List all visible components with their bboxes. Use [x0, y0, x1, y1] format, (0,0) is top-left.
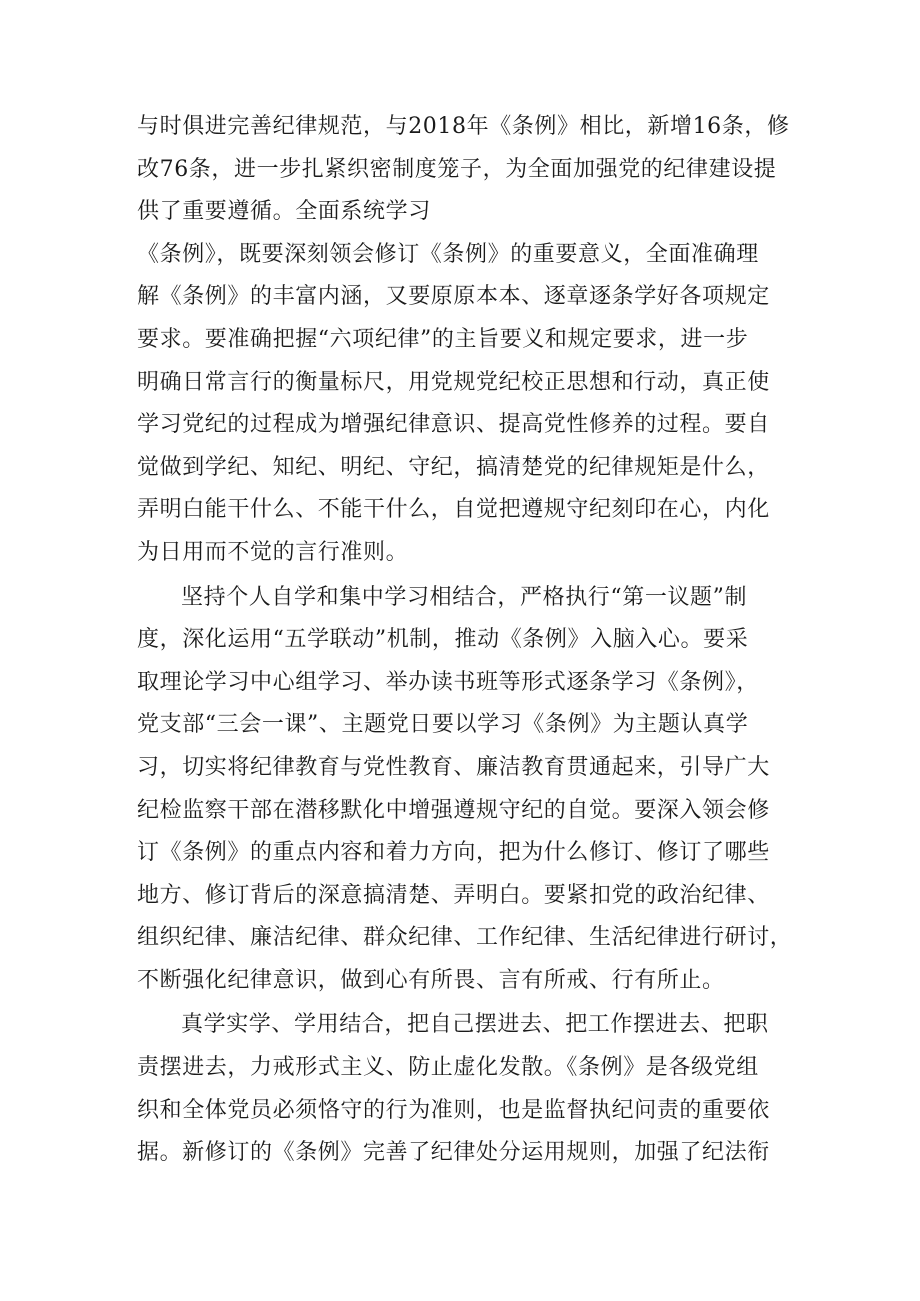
document-body	[137, 106, 797, 1175]
text-line: 习，切实将纪律教育与党性教育、廉洁教育贯通起来，引导广大	[137, 754, 770, 780]
text-line: 供了重要遵循。全面系统学习	[137, 199, 431, 225]
text-line: 明确日常言行的衡量标尺，用党规党纪校正思想和行动，真正使	[137, 369, 770, 395]
text-line: 据。新修订的《条例》完善了纪律处分运用规则，加强了纪法衔	[137, 1140, 770, 1166]
text-line: 党支部“三会一课”、主题党日要以学习《条例》为主题认真学	[137, 712, 749, 738]
text-line: 改76条，进一步扎紧织密制度笼子，为全面加强党的纪律建设提	[137, 156, 777, 182]
paragraph-2	[137, 577, 797, 1003]
text-line: 取理论学习中心组学习、举办读书班等形式逐条学习《条例》，	[137, 669, 759, 695]
text-line: 责摆进去，力戒形式主义、防止虚化发散。《条例》是各级党组	[137, 1055, 759, 1081]
text-line: 真学实学、学用结合，把自己摆进去、把工作摆进去、把职	[181, 1012, 769, 1038]
text-line: 织和全体党员必须恪守的行为准则，也是监督执纪问责的重要依	[137, 1097, 770, 1123]
text-line: 度，深化运用“五学联动”机制，推动《条例》入脑入心。要采	[137, 627, 749, 653]
text-line: 要求。要准确把握“六项纪律”的主旨要义和规定要求，进一步	[137, 326, 749, 352]
text-line: 不断强化纪律意识，做到心有所畏、言有所戒、行有所止。	[137, 967, 725, 993]
text-line: 为日用而不觉的言行准则。	[137, 539, 409, 565]
text-line: 《条例》，既要深刻领会修订《条例》的重要意义，全面准确理	[137, 241, 759, 267]
text-line: 纪检监察干部在潜移默化中增强遵规守纪的自觉。要深入领会修	[137, 797, 770, 823]
text-line: 解《条例》的丰富内涵，又要原原本本、逐章逐条学好各项规定	[137, 284, 770, 310]
paragraph-continued	[137, 106, 797, 575]
text-line: 坚持个人自学和集中学习相结合，严格执行“第一议题”制	[181, 584, 748, 610]
text-line: 学习党纪的过程成为增强纪律意识、提高党性修养的过程。要自	[137, 412, 770, 438]
text-line: 与时俱进完善纪律规范，与2018年《条例》相比，新增16条，修	[137, 114, 790, 139]
text-line: 觉做到学纪、知纪、明纪、守纪，搞清楚党的纪律规矩是什么，	[137, 454, 770, 480]
text-line: 订《条例》的重点内容和着力方向，把为什么修订、修订了哪些	[137, 840, 770, 866]
text-line: 弄明白能干什么、不能干什么，自觉把遵规守纪刻印在心，内化	[137, 497, 770, 523]
paragraph-3	[137, 1004, 797, 1174]
text-line: 组织纪律、廉洁纪律、群众纪律、工作纪律、生活纪律进行研讨，	[137, 925, 793, 951]
text-line: 地方、修订背后的深意搞清楚、弄明白。要紧扣党的政治纪律、	[137, 882, 770, 908]
